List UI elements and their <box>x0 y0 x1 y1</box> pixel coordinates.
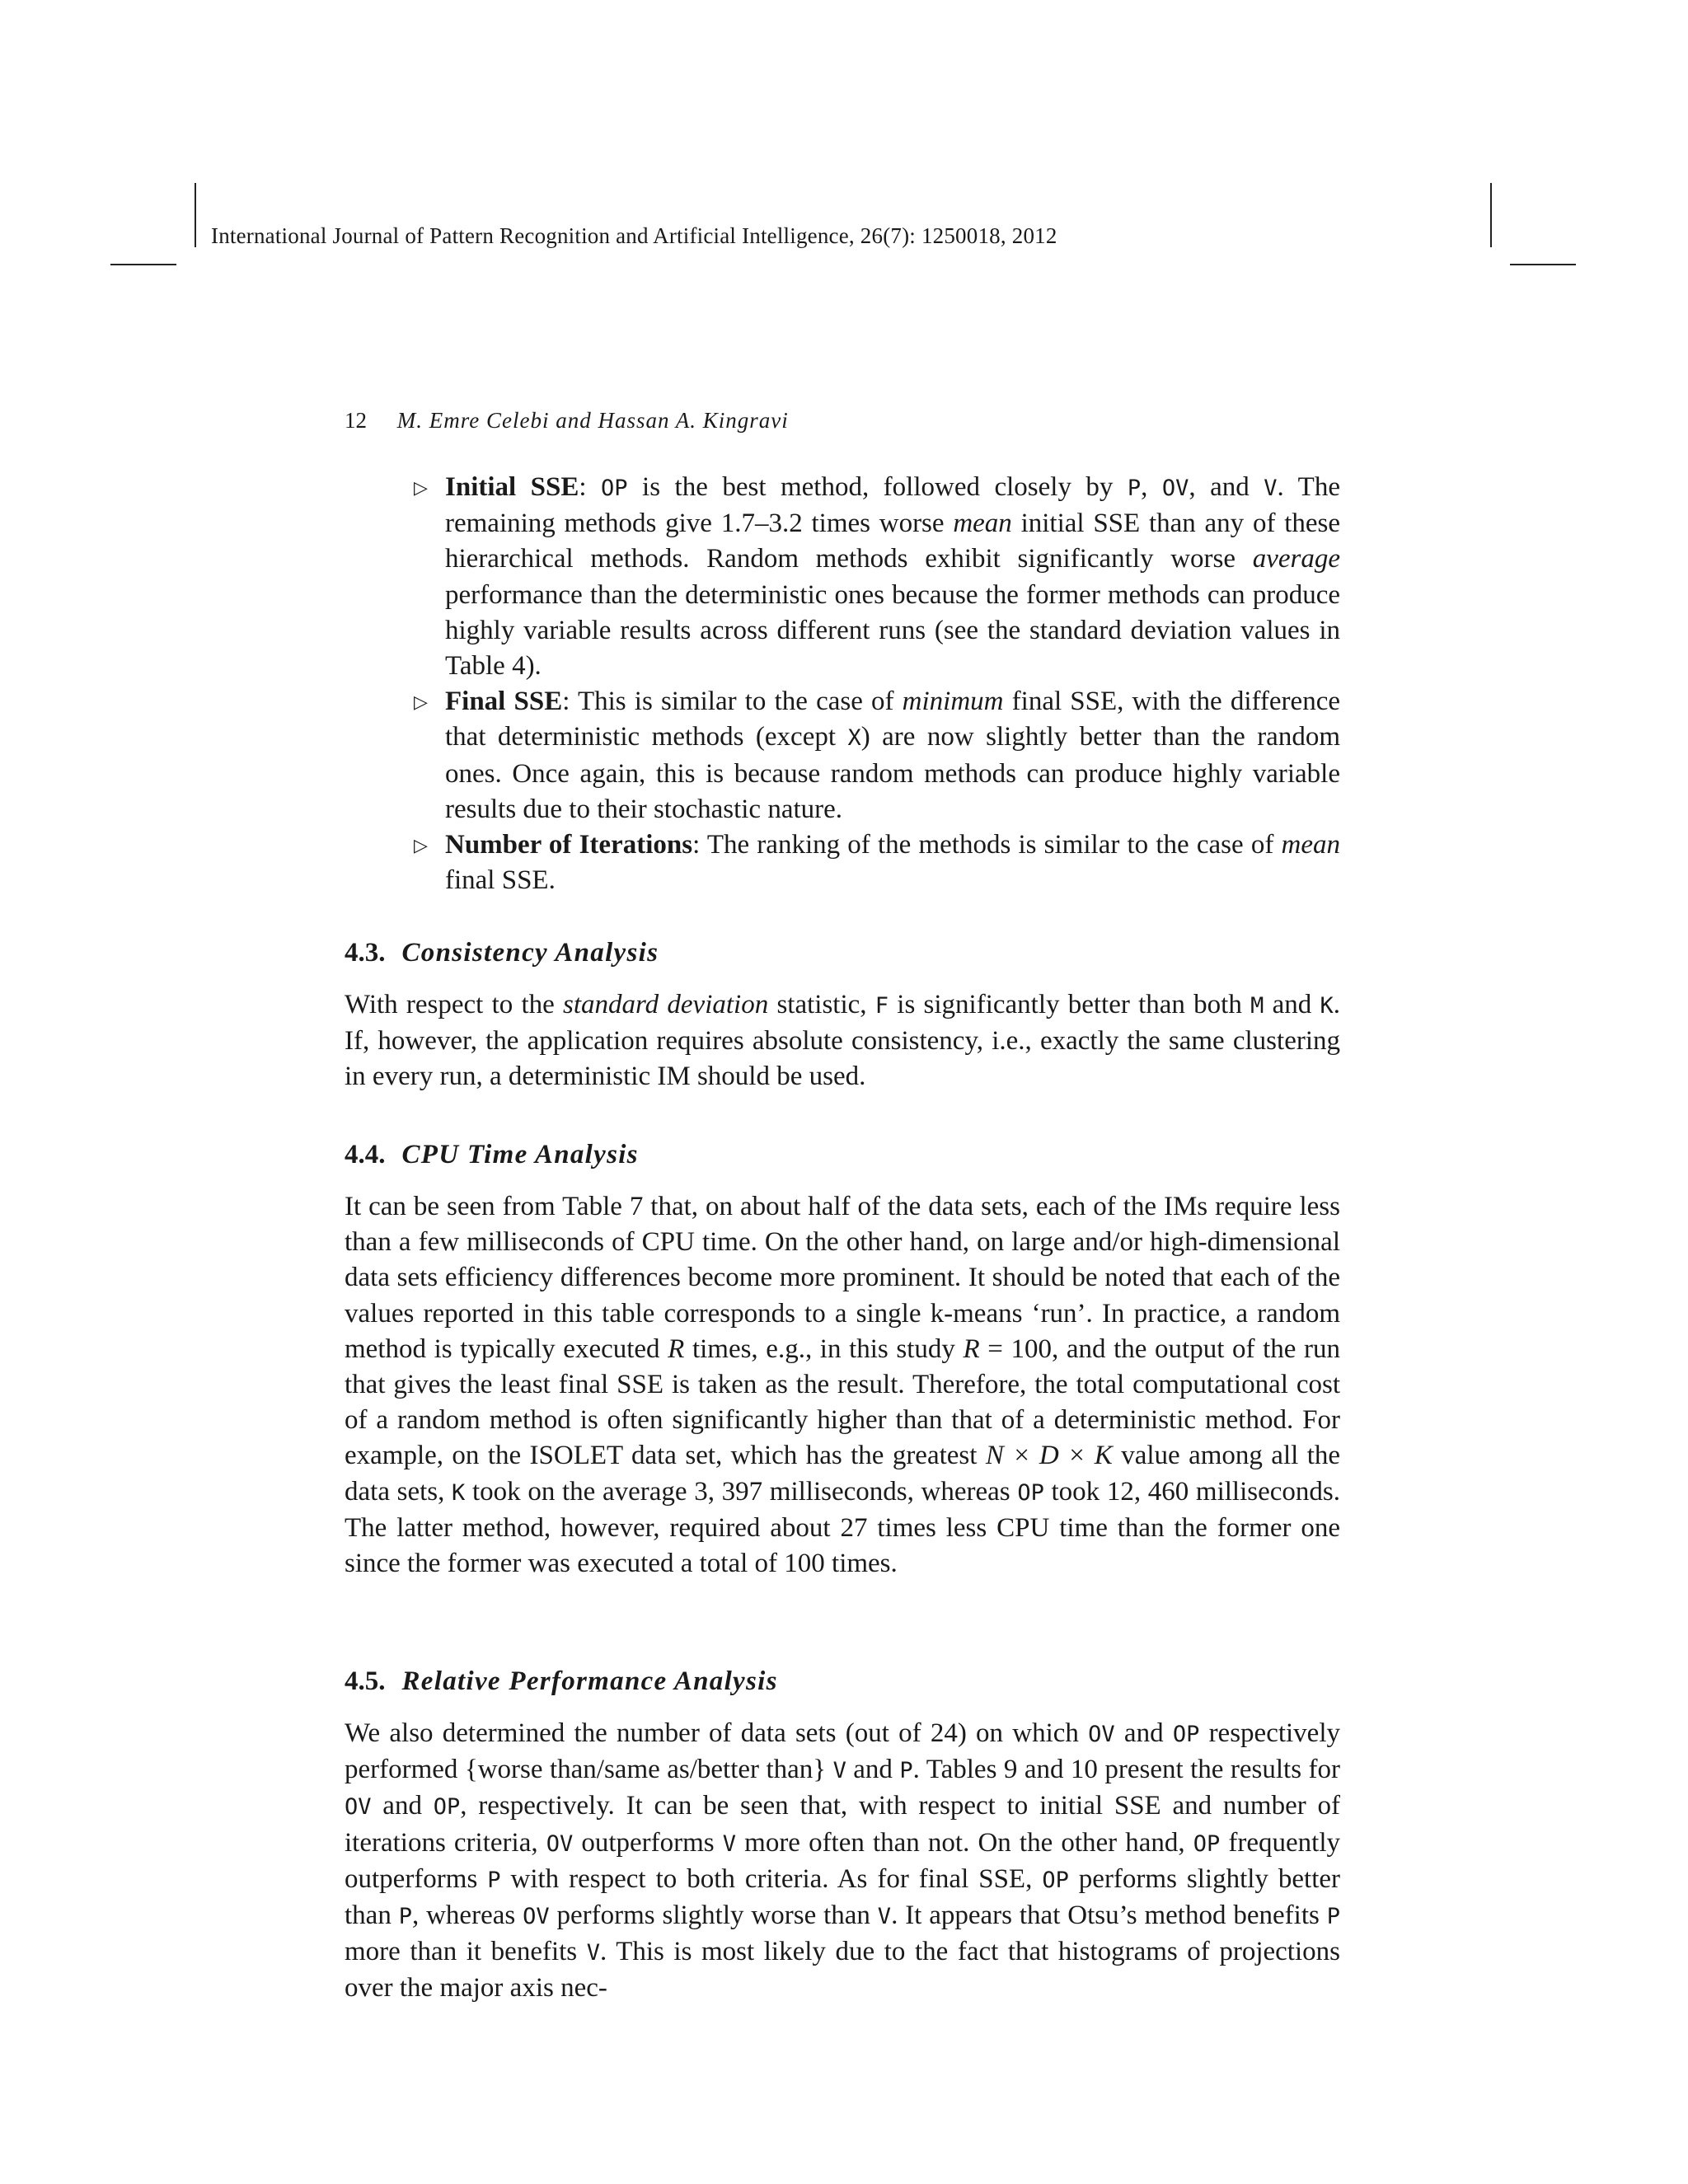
running-head <box>345 408 789 434</box>
bullet-text: Number of Iterations: The ranking of the methods is similar to the case of mean final SSE. <box>445 830 1340 896</box>
bullet-text: Initial SSE: OP is the best method, followed closely by P, OV, and V. The remaining methods give 1.7–3.2 times worse mean initial SSE than any of these hierarchical methods. Random methods exhibit significantly worse average performance than the deterministic ones because the former methods can produce highly variable results across different runs (see the standard deviation values in Table 4). <box>445 472 1341 682</box>
section-4-3-body <box>345 987 1340 1095</box>
crop-mark-left-horizontal <box>110 264 176 265</box>
authors: M. Emre Celebi and Hassan A. Kingravi <box>396 408 789 433</box>
bullet-iterations <box>345 827 1340 898</box>
section-4-5-heading: 4.5. Relative Performance Analysis <box>345 1666 778 1696</box>
bullet-initial-sse <box>345 470 1340 684</box>
section-4-5-body <box>345 1716 1340 2007</box>
crop-mark-left-vertical <box>195 183 196 247</box>
crop-mark-right-horizontal <box>1510 264 1576 265</box>
paragraph: With respect to the standard deviation statistic, F is significantly better than both M and K. If, however, the application requires absolute consistency, i.e., exactly the same clustering in every run, a deterministic IM should be used. <box>345 990 1340 1092</box>
section-4-4-body <box>345 1189 1340 1582</box>
paragraph: It can be seen from Table 7 that, on about half of the data sets, each of the IMs require less than a few milliseconds of CPU time. On the other hand, on large and/or high-dimensional data sets efficiency differences become more prominent. It should be noted that each of the values reported in this table corresponds to a single k-means ‘run’. In practice, a random method is typically executed R times, e.g., in this study R = 100, and the output of the run that gives the least final SSE is taken as the result. Therefore, the total computational cost of a random method is often significantly higher than that of a deterministic method. For example, on the ISOLET data set, which has the greatest N × D × K value among all the data sets, K took on the average 3, 397 milliseconds, whereas OP took 12, 460 milliseconds. The latter method, however, required about 27 times less CPU time than the former one since the former was executed a total of 100 times. <box>345 1192 1341 1579</box>
journal-header: International Journal of Pattern Recognition and Artificial Intelligence, 26(7): 1250018, 2012 <box>211 223 1057 248</box>
bullet-final-sse <box>345 684 1340 827</box>
section-4-3-heading: 4.3. Consistency Analysis <box>345 938 659 968</box>
bullet-text: Final SSE: This is similar to the case of minimum final SSE, with the difference that deterministic methods (except X) are now slightly better than the random ones. Once again, this is because random methods can produce highly variable results due to their stochastic nature. <box>445 687 1340 824</box>
triangle-bullet-icon: ▷ <box>414 478 428 499</box>
triangle-bullet-icon: ▷ <box>414 836 428 857</box>
page-number: 12 <box>345 408 367 433</box>
paragraph: We also determined the number of data sets (out of 24) on which OV and OP respectively performed {worse than/same as/better than} V and P. Tables 9 and 10 present the results for OV and OP, respectively. It can be seen that, with respect to initial SSE and number of iterations criteria, OV outperforms V more often than not. On the other hand, OP frequently outperforms P with respect to both criteria. As for final SSE, OP performs slightly better than P, whereas OV performs slightly worse than V. It appears that Otsu’s method benefits P more than it benefits V. This is most likely due to the fact that histograms of projections over the major axis nec- <box>345 1718 1341 2004</box>
triangle-bullet-icon: ▷ <box>414 692 428 714</box>
section-4-4-heading: 4.4. CPU Time Analysis <box>345 1140 639 1169</box>
crop-mark-right-vertical <box>1490 183 1492 247</box>
bullet-list <box>345 470 1340 898</box>
